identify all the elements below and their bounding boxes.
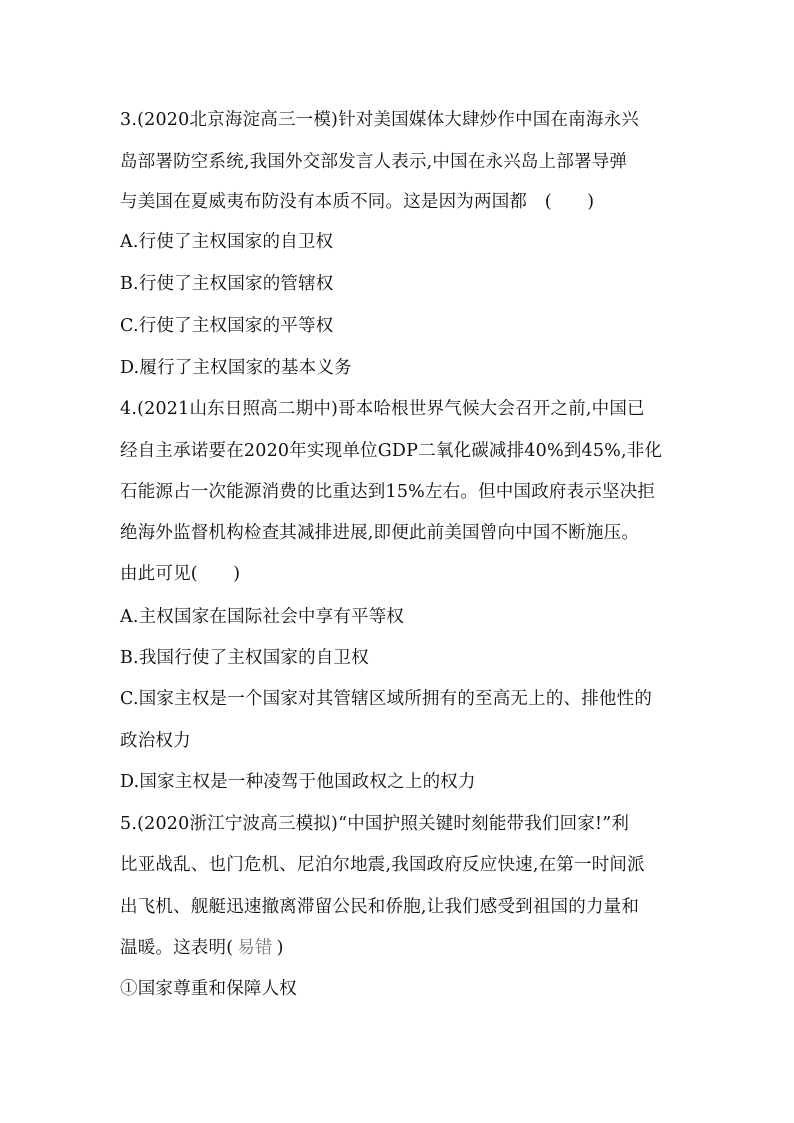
q4-stem-line-3: 石能源占一次能源消费的比重达到15%左右。但中国政府表示坚决拒	[120, 482, 656, 502]
q5-error-prone-tag: 易错	[237, 938, 273, 958]
q3-option-d: D.履行了主权国家的基本义务	[120, 358, 352, 378]
q4-stem-line-1: 4.(2021山东日照高二期中)哥本哈根世界气候大会召开之前,中国已	[120, 399, 645, 419]
q3-stem-line-1: 3.(2020北京海淀高三一模)针对美国媒体大肆炒作中国在南海永兴	[120, 110, 639, 130]
q4-stem-line-4: 绝海外监督机构检查其减排进展,即便此前美国曾向中国不断施压。	[120, 523, 640, 543]
q5-stem-text: 温暖。这表明(	[120, 938, 234, 958]
q4-option-a: A.主权国家在国际社会中享有平等权	[120, 607, 405, 627]
q5-stem-close: )	[276, 938, 284, 958]
q3-option-c: C.行使了主权国家的平等权	[120, 316, 334, 336]
q3-stem-line-3: 与美国在夏威夷布防没有本质不同。这是因为两国都 ( )	[120, 192, 595, 212]
q4-option-b: B.我国行使了主权国家的自卫权	[120, 648, 369, 668]
q3-stem-line-2: 岛部署防空系统,我国外交部发言人表示,中国在永兴岛上部署导弹	[120, 152, 628, 172]
q3-option-a: A.行使了主权国家的自卫权	[120, 232, 334, 252]
q4-option-d: D.国家主权是一种凌驾于他国政权之上的权力	[120, 772, 476, 792]
q4-option-c-continued: 政治权力	[120, 731, 191, 751]
q5-stem-line-1: 5.(2020浙江宁波高三模拟)“中国护照关键时刻能带我们回家!”利	[120, 814, 630, 834]
q5-stem-line-3: 出飞机、舰艇迅速撤离滞留公民和侨胞,让我们感受到祖国的力量和	[120, 897, 640, 917]
q4-stem-line-5: 由此可见( )	[120, 564, 241, 584]
q5-option-1: ①国家尊重和保障人权	[120, 979, 297, 999]
q5-stem-line-2: 比亚战乱、也门危机、尼泊尔地震,我国政府反应快速,在第一时间派	[120, 855, 645, 875]
q3-option-b: B.行使了主权国家的管辖权	[120, 274, 334, 294]
q5-stem-line-4	[120, 936, 284, 960]
q4-option-c: C.国家主权是一个国家对其管辖区域所拥有的至高无上的、排他性的	[120, 689, 653, 709]
q4-stem-line-2: 经自主承诺要在2020年实现单位GDP二氧化碳减排40%到45%,非化	[120, 441, 663, 461]
